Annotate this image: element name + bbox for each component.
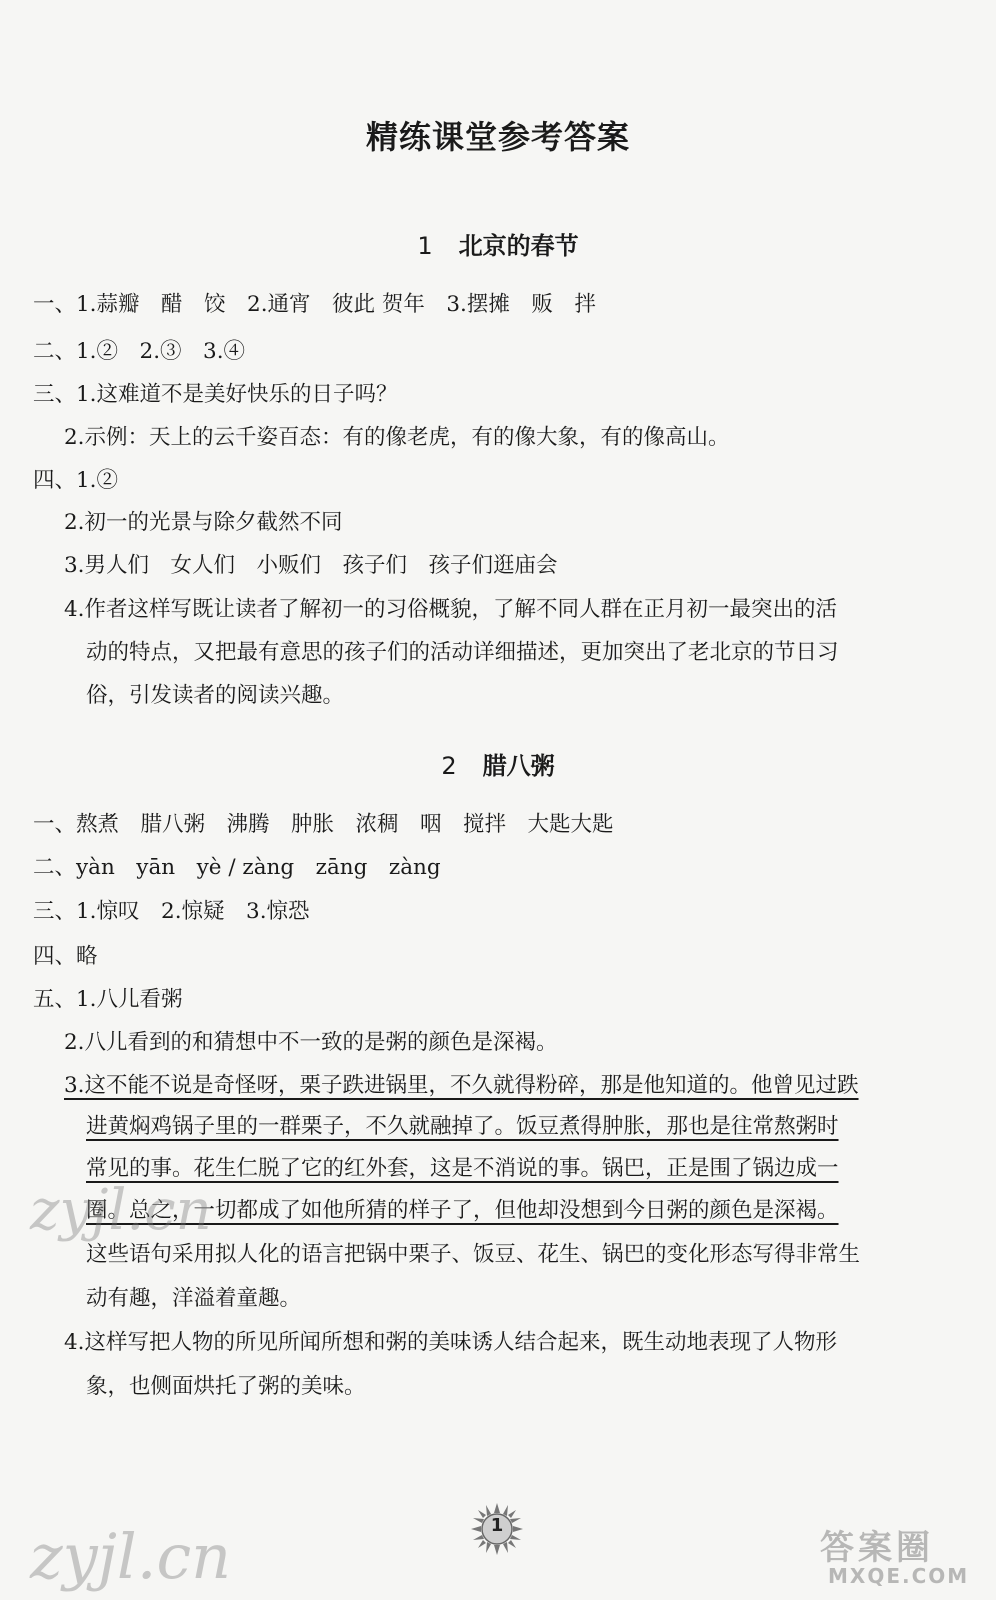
answer-line: 象，也侧面烘托了粥的美味。 [86, 1374, 366, 1399]
underlined-quote-line: 进黄焖鸡锅子里的一群栗子，不久就融掉了。饭豆煮得肿胀，那也是往常熬粥时 [86, 1114, 839, 1139]
page-number-badge [471, 1503, 523, 1555]
watermark-middle: zyjl.cn [30, 1178, 212, 1243]
lesson-1-heading [0, 226, 996, 261]
answer-line: 四、1.② [33, 468, 119, 493]
answer-line: 俗，引发读者的阅读兴趣。 [86, 683, 345, 708]
page-number: 1 [490, 1515, 504, 1536]
answer-line: 二、1.② 2.③ 3.④ [33, 339, 246, 364]
answer-line: 五、1.八儿看粥 [33, 987, 183, 1012]
answer-line: 三、1.这难道不是美好快乐的日子吗？ [33, 382, 398, 407]
stamp-title: 答案圈 [820, 1528, 934, 1568]
lesson-2-heading [0, 746, 996, 781]
answer-line: 动有趣，洋溢着童趣。 [86, 1286, 302, 1311]
underlined-quote-line: 圈。总之，一切都成了如他所猜的样子了，但他却没想到今日粥的颜色是深褐。 [86, 1198, 839, 1223]
underlined-quote-line: 常见的事。花生仁脱了它的红外套，这是不消说的事。锅巴，正是围了锅边成一 [86, 1156, 839, 1181]
answer-line: 动的特点，又把最有意思的孩子们的活动详细描述，更加突出了老北京的节日习 [86, 640, 839, 665]
watermark-stamp [820, 1520, 990, 1590]
lesson-1-number: 1 [417, 232, 433, 260]
lesson-2-title: 腊八粥 [482, 752, 555, 780]
answer-line: 一、1.蒜瓣 醋 饺 2.通宵 彼此 贺年 3.摆摊 贩 拌 [33, 292, 596, 317]
answer-line: 4.这样写把人物的所见所闻所想和粥的美味诱人结合起来，既生动地表现了人物形 [64, 1330, 838, 1355]
answer-line: 二、yàn yān yè / zàng zāng zàng [33, 855, 441, 880]
underlined-quote-line: 3.这不能不说是奇怪呀，栗子跌进锅里，不久就得粉碎，那是他知道的。他曾见过跌 [64, 1073, 859, 1098]
answer-line: 这些语句采用拟人化的语言把锅中栗子、饭豆、花生、锅巴的变化形态写得非常生 [86, 1242, 861, 1267]
answer-line: 四、略 [33, 944, 98, 969]
answer-line: 3.男人们 女人们 小贩们 孩子们 孩子们逛庙会 [64, 553, 558, 578]
watermark-bottom: zyjl.cn [30, 1520, 232, 1593]
lesson-1-title: 北京的春节 [458, 232, 579, 260]
answer-line: 2.初一的光景与除夕截然不同 [64, 510, 343, 535]
stamp-url: MXQE.COM [828, 1564, 970, 1588]
answer-line: 三、1.惊叹 2.惊疑 3.惊恐 [33, 899, 310, 924]
answer-line: 2.示例：天上的云千姿百态：有的像老虎，有的像大象，有的像高山。 [64, 425, 730, 450]
lesson-2-number: 2 [441, 752, 457, 780]
answer-line: 2.八儿看到的和猜想中不一致的是粥的颜色是深褐。 [64, 1030, 558, 1055]
answer-line: 一、熬煮 腊八粥 沸腾 肿胀 浓稠 咽 搅拌 大匙大匙 [33, 812, 614, 837]
answer-line: 4.作者这样写既让读者了解初一的习俗概貌，了解不同人群在正月初一最突出的活 [64, 597, 838, 622]
page-title: 精练课堂参考答案 [365, 118, 630, 156]
